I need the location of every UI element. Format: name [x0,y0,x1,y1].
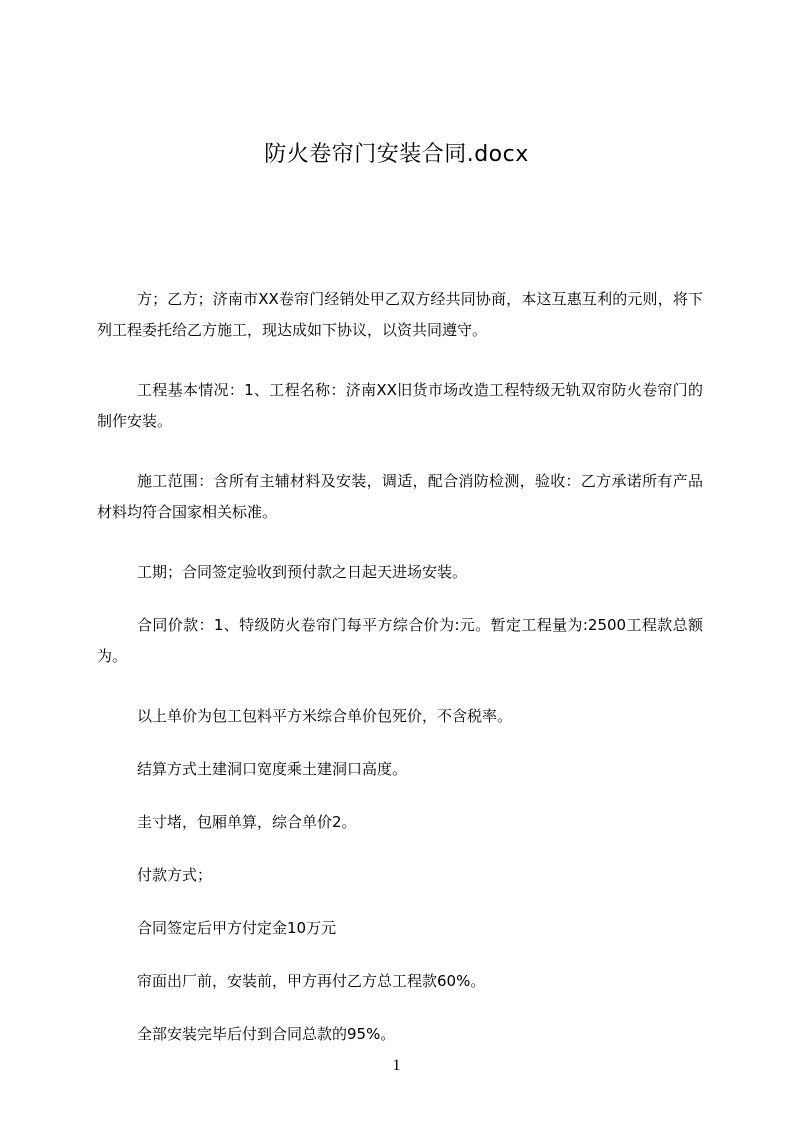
paragraph-parties: 方；乙方；济南市XX卷帘门经销处甲乙双方经共同协商，本这互惠互利的元则，将下列工程委托给乙方施工，现达成如下协议，以资共同遵守。 [97,290,703,339]
paragraph-project-info: 工程基本情况：1、工程名称：济南XX旧货市场改造工程特级无轨双帘防火卷帘门的制作安装。 [97,381,703,430]
paragraph-deposit: 合同签定后甲方付定金10万元 [137,919,337,937]
paragraph-unit-price: 以上单价为包工包料平方米综合单价包死价，不含税率。 [137,707,513,725]
paragraph-before-install: 帘面出厂前，安装前，甲方再付乙方总工程款60%。 [137,972,486,990]
page-number: 1 [392,1057,401,1074]
paragraph-after-install: 全部安装完毕后付到合同总款的95%。 [137,1025,396,1043]
paragraph-payment-method: 付款方式； [137,866,213,884]
document-body [97,284,703,1072]
paragraph-schedule: 工期；合同签定验收到预付款之日起天进场安装。 [137,563,468,581]
paragraph-scope: 施工范围：含所有主辅材料及安装，调适，配合消防检测，验收：乙方承诺所有产品材料均符合国家相关标准。 [97,472,703,521]
document-title: 防火卷帘门安装合同.docx [264,142,529,167]
paragraph-price: 合同价款：1、特级防火卷帘门每平方综合价为:元。暂定工程量为:2500工程款总额为。 [97,616,703,665]
paragraph-sealing: 圭寸堵，包厢单算，综合单价2。 [137,813,357,831]
paragraph-settlement: 结算方式土建洞口宽度乘土建洞口高度。 [137,760,408,778]
